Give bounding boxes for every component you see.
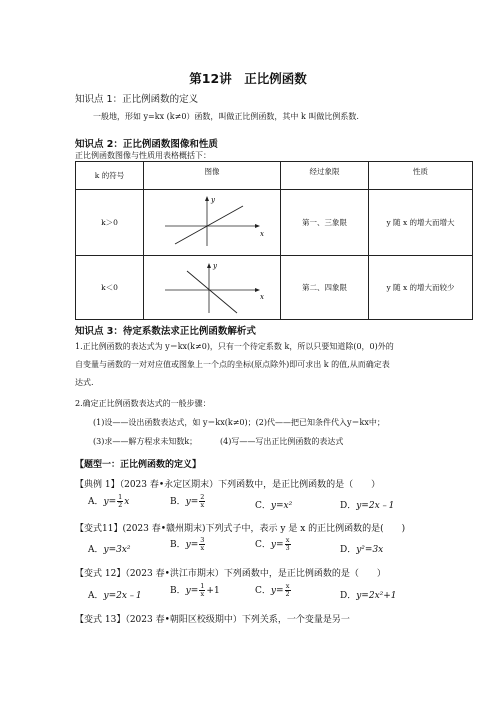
row1-graph xyxy=(144,190,281,256)
svg-text:y: y xyxy=(211,195,215,204)
q2-option-d: D．y²=3x xyxy=(340,545,384,555)
kp2-heading: 知识点 2：正比例函数图像和性质 xyxy=(75,139,218,150)
row2-sign: k＜0 xyxy=(76,256,144,320)
kp3-step1-2: (1)设——设出函数表达式，如 y＝kx(k≠0)；(2)代——把已知条件代入y＝kx中； xyxy=(93,418,385,427)
kp1-heading: 知识点 1：正比例函数的定义 xyxy=(75,94,199,105)
q3-option-b: B．y= $\frac{1}{x}$ +1 xyxy=(170,582,220,598)
increasing-line-graph xyxy=(157,194,267,250)
kp3-paragraph-line2: 自变量与函数的一对对应值或图象上一个点的坐标(原点除外)即可求出 k 的值,从而确定表 xyxy=(75,360,390,369)
topic-heading: 【题型一：正比例函数的定义】 xyxy=(75,460,202,470)
question1-stem: 【典例 1】（2023 春•永定区期末）下列函数中，是正比例函数的是（ ） xyxy=(75,480,381,490)
question4-stem: 【变式 13】（2023 春•朝阳区校级期中）下列关系，一个变量是另一 xyxy=(75,615,350,625)
q1-option-d: D．y=2x﹣1 xyxy=(340,501,395,511)
kp3-paragraph-line1: 1.正比例函数的表达式为 y＝kx(k≠0)，只有一个待定系数 k，所以只要知道除(0，0)外的 xyxy=(75,342,394,351)
q2-option-a: A．y=3x² xyxy=(88,545,131,555)
q3-option-a: A．y=2x﹣1 xyxy=(88,591,142,601)
kp2-intro: 正比例函数图像与性质用表格概括下： xyxy=(75,151,211,160)
q1-option-b: B．y= $\frac{2}{x}$ xyxy=(170,493,205,509)
row2-graph xyxy=(144,256,281,320)
q1-option-a: A．y= $\frac{1}{2}$ x xyxy=(88,493,130,509)
decreasing-line-graph xyxy=(157,259,267,315)
q2-option-b: B．y= $\frac{3}{x}$ xyxy=(170,536,205,552)
q1-option-c: C．y=x² xyxy=(255,501,293,511)
svg-text:x: x xyxy=(260,292,264,301)
table-row xyxy=(76,256,473,320)
svg-text:y: y xyxy=(213,261,217,270)
header-property: 性质 xyxy=(369,162,473,190)
row2-quadrants: 第二、四象限 xyxy=(281,256,369,320)
kp1-text: 一般地，形如 y=kx (k≠0）函数，叫做正比例函数，其中 k 叫做比例系数. xyxy=(93,112,359,121)
table-row xyxy=(76,190,473,256)
kp3-steps-intro: 2.确定正比例函数表达式的一般步骤： xyxy=(75,399,211,408)
q3-option-c: C．y= $\frac{x}{2}$ xyxy=(255,582,290,598)
question3-stem: 【变式 12】（2023 春•洪江市期末）下列函数中，是正比例函数的是（ ） xyxy=(75,569,386,579)
row1-property: y 随 x 的增大而增大 xyxy=(369,190,473,256)
q2-option-c: C．y= $\frac{x}{3}$ xyxy=(255,536,290,552)
kp3-paragraph-line3: 达式. xyxy=(75,378,94,387)
header-k-sign: k 的符号 xyxy=(76,162,144,190)
kp3-step3: (3)求——解方程求未知数k； xyxy=(93,437,198,446)
question2-stem: 【变式11】(2023 春•赣州期末)下列式子中，表示 y 是 x 的正比例函数的是( ) xyxy=(75,524,406,534)
q3-option-d: D．y=2x²+1 xyxy=(340,591,397,601)
properties-table xyxy=(75,161,473,320)
row1-quadrants: 第一、三象限 xyxy=(281,190,369,256)
svg-text:x: x xyxy=(260,229,264,238)
row2-property: y 随 x 的增大而较少 xyxy=(369,256,473,320)
kp3-heading: 知识点 3：待定系数法求正比例函数解析式 xyxy=(75,326,256,337)
page-title: 第12讲 正比例函数 xyxy=(189,71,307,86)
header-quadrants: 经过象限 xyxy=(281,162,369,190)
kp3-step4: (4)写——写出正比例函数的表达式 xyxy=(220,437,344,446)
row1-sign: k＞0 xyxy=(76,190,144,256)
header-graph: 图像 xyxy=(144,162,281,190)
